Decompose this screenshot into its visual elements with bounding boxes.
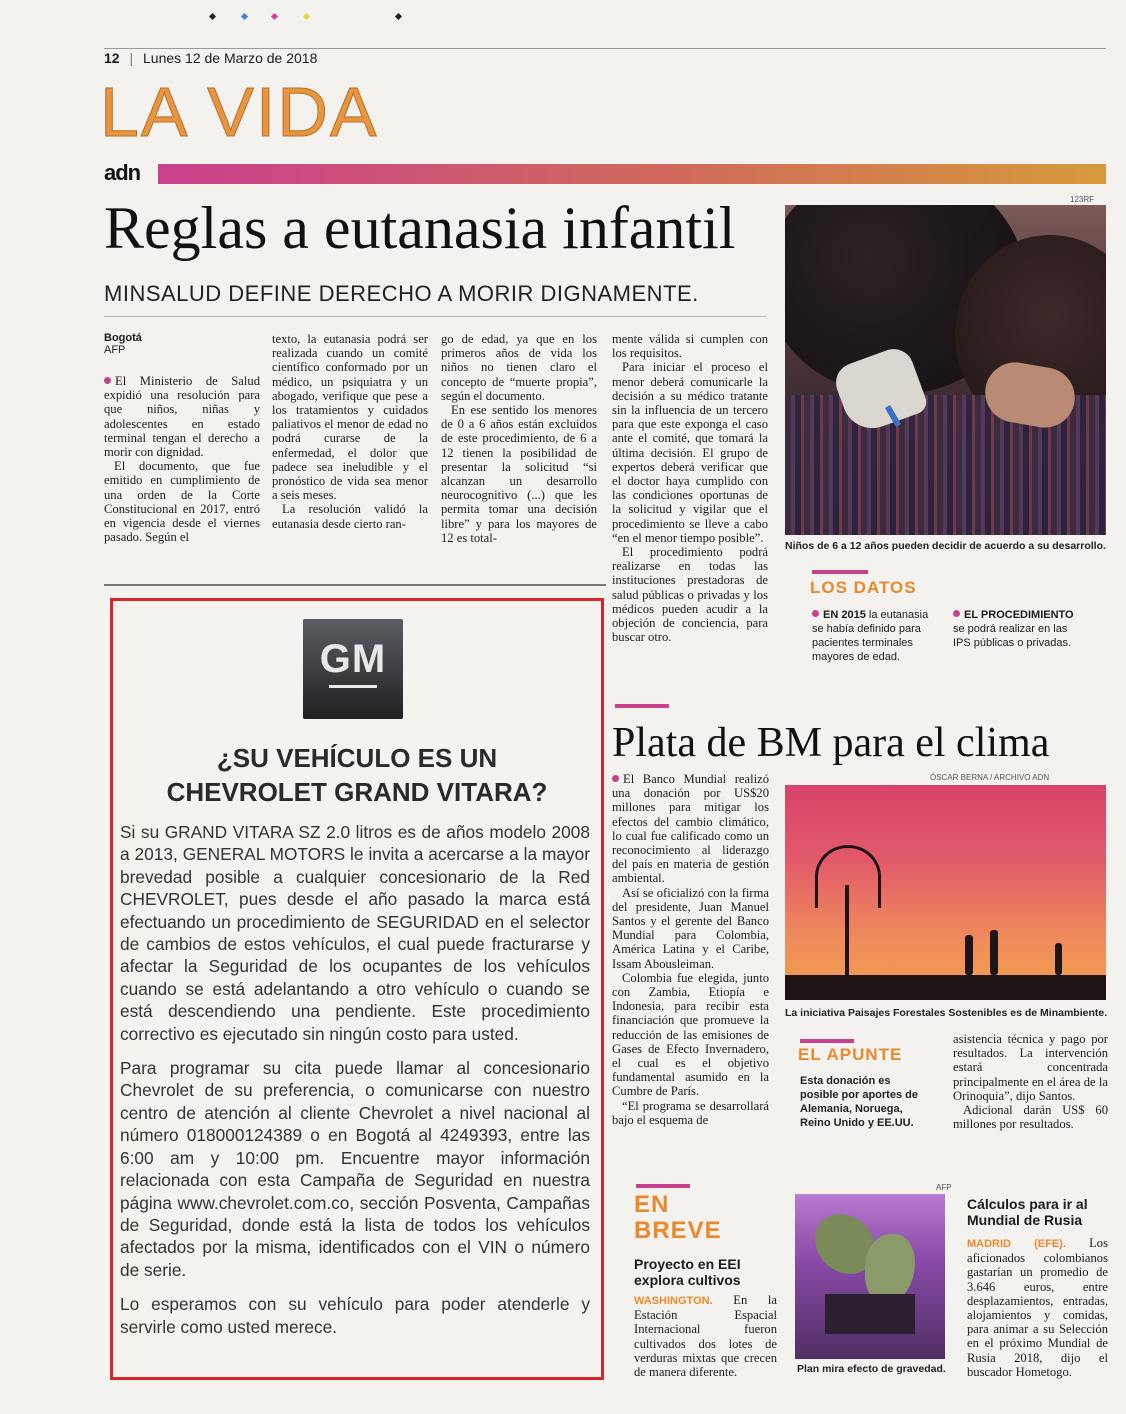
breve-photo-caption: Plan mira efecto de gravedad.	[797, 1363, 946, 1375]
datos-item-2: EL PROCEDIMIENTO se podrá realizar en las IPS públicas o privadas.	[953, 609, 1074, 649]
clima-col-3: asistencia técnica y pago por resultados. La intervención estará concentrada principalmente en el área de la Orinoquia”, dijo Santos. Adicional darán US$ 60 millones por resultados.	[953, 1032, 1108, 1132]
gm-logo	[303, 619, 403, 719]
clima-headline: Plata de BM para el clima	[612, 720, 1050, 766]
breve-item-1-title: Proyecto en EEI explora cultivos	[634, 1256, 741, 1288]
datos-label: LOS DATOS	[810, 578, 917, 597]
ad-para-1: Si su GRAND VITARA SZ 2.0 litros es de años modelo 2008 a 2013, GENERAL MOTORS le invita a acercarse a la mayor brevedad posible a cualquier concesionario de la Red CHEVROLET, pues desde el año pasado la marca está efectuando un procedimiento de SEGURIDAD en el selector de cambios de estos vehículos, el cual puede fracturarse y afectar la Seguridad de los ocupantes de los vehículos cuando se está adelantando a otro vehículo o cuando se está descendiendo una pendiente. Este procedimiento correctivo es ejecutado sin ningún costo para usted.	[120, 822, 590, 1044]
ad-para-3: Lo esperamos con su vehículo para poder atenderle y servirle como usted merece.	[120, 1294, 590, 1337]
apunte-bar	[800, 1039, 854, 1043]
section-title: LA VIDA	[100, 73, 379, 151]
main-col-3: go de edad, ya que en los primeros años de vida los niños no tienen claro el concepto de “muerte propia”, según el documento. En ese sentido los menores de 0 a 6 años están excluidos de este procedimiento, de 6 a 12 tienen la posibilidad de presentar la solicitud “si alcanzan un desarrollo neurocognitivo (...) que les permita tomar una decisión libre” y para los mayores de 12 es total-	[441, 332, 597, 545]
ad-title-line-2: CHEVROLET GRAND VITARA?	[166, 777, 548, 807]
breve-item-2-title: Cálculos para ir al Mundial de Rusia	[967, 1196, 1088, 1228]
breve-photo	[795, 1194, 945, 1359]
main-col-1: El Ministerio de Salud expidió una resolución para que niños, niñas y adolescentes en estado terminal tengan el derecho a morir con dignidad. El documento, que fue emitido en cumplimiento de una orden de la Corte Constitucional en 2017, entró en vigencia desde el viernes pasado. Según el	[104, 374, 260, 545]
bullet-icon	[953, 610, 960, 617]
datos-bar	[812, 570, 868, 574]
dateline-location: Bogotá	[104, 332, 142, 344]
breve-item-2-body: MADRID (EFE). Los aficionados colombianos gastarían un promedio de 3.646 euros, entre desplazamientos, entradas, alojamientos y comidas, para animar a su Selección en el próximo Mundial de Rusia 2018, dijo el buscador Hometogo.	[967, 1236, 1108, 1379]
main-headline: Reglas a eutanasia infantil	[104, 195, 736, 261]
apunte-text: Esta donación es posible por aportes de Alemania, Noruega, Reino Unido y EE.UU.	[800, 1075, 918, 1129]
brand-logo: adn	[104, 160, 141, 185]
section-bar	[158, 164, 1106, 184]
bullet-icon	[104, 377, 111, 384]
clima-photo-caption: La iniciativa Paisajes Forestales Sostenibles es de Minambiente.	[785, 1007, 1108, 1019]
main-subheadline: MINSALUD DEFINE DERECHO A MORIR DIGNAMENTE.	[104, 281, 699, 306]
ad-title-line-1: ¿SU VEHÍCULO ES UN	[216, 743, 498, 773]
story-divider	[104, 584, 606, 586]
ad-title	[113, 741, 601, 809]
breve-label	[634, 1192, 722, 1244]
breve-bar	[636, 1184, 690, 1188]
issue-date: Lunes 12 de Marzo de 2018	[143, 50, 318, 66]
top-rule	[104, 48, 1106, 49]
breve-item-2-place: MADRID (EFE).	[967, 1238, 1066, 1250]
breve-label-line-1: EN	[634, 1191, 670, 1218]
breve-item-1-place: WASHINGTON.	[634, 1295, 713, 1307]
page-number: 12	[104, 50, 120, 66]
clima-col-1: El Banco Mundial realizó una donación por US$20 millones para mitigar los efectos del cambio climático, lo cual fue calificado como un reconocimiento al liderazgo del país en materia de gestión ambiental. Así se oficializó con la firma del presidente, Juan Manuel Santos y el gerente del Banco Mundial para Colombia, América Latina y el Caribe, Issam Abousleiman. Colombia fue elegida, junto con Zambia, Etiopía e Indonesia, para recibir esta financiación que promueve la reducción de las emisiones de Gases de Efecto Invernadero, el cual es el objetivo fundamental asumido en la Cumbre de París. “El programa se desarrollará bajo el esquema de	[612, 772, 769, 1127]
main-photo	[785, 205, 1106, 535]
clima-bar	[615, 704, 669, 708]
folio: 12 | Lunes 12 de Marzo de 2018	[104, 50, 318, 66]
dateline-agency: AFP	[104, 344, 126, 356]
breve-item-1-body: WASHINGTON. En la Estación Espacial Internacional fueron cultivados dos lotes de verduras mixtas que crecen de manera diferente.	[634, 1293, 777, 1380]
apunte-label: EL APUNTE	[798, 1045, 903, 1064]
main-photo-caption: Niños de 6 a 12 años pueden decidir de acuerdo a su desarrollo.	[785, 540, 1106, 552]
main-col-4: mente válida si cumplen con los requisitos. Para iniciar el proceso el menor deberá comunicarle la decisión a su médico tratante sin la influencia de un tercero para que este exponga el caso ante el comité, que tomará la última decisión. El grupo de expertos deberá verificar que el doctor haya cumplido con las condiciones oportunas de la solicitud y vigilar que el procedimiento se lleve a cabo “en el menor tiempo posible”. El procedimiento podrá realizarse en todas las instituciones prestadoras de salud públicas o privadas y los médicos pueden acudir a la objeción de conciencia, para buscar otro.	[612, 332, 768, 645]
bullet-icon	[612, 775, 619, 782]
subhead-rule	[104, 316, 766, 317]
datos-item-1: EN 2015 la eutanasia se había definido para pacientes terminales mayores de edad.	[812, 609, 929, 663]
ad-para-2: Para programar su cita puede llamar al concesionario Chevrolet de su preferencia, o comunicarse con nuestro centro de atención al cliente Chevrolet a nivel nacional al número 018000124389 o en Bogotá al 4249393, entre las 6:00 am y 10:00 pm. Encuentre mayor información relacionada con esta Campaña de Seguridad en nuestra página www.chevrolet.com.co, sección Posventa, Campañas de Seguridad, donde está la lista de todos los vehículos afectados por la misma, identificados con el VIN o número de serie.	[120, 1058, 590, 1280]
breve-photo-credit: AFP	[936, 1183, 952, 1192]
ad-body	[120, 821, 590, 1338]
clima-photo	[785, 785, 1106, 1000]
gm-recall-ad	[110, 598, 604, 1380]
print-registration-marks	[210, 14, 410, 24]
clima-photo-credit: ÓSCAR BERNA / ARCHIVO ADN	[930, 773, 1050, 782]
dateline	[104, 332, 142, 356]
breve-label-line-2: BREVE	[634, 1217, 722, 1244]
gm-logo-text: GM	[319, 637, 387, 681]
bullet-icon	[812, 610, 819, 617]
main-col-2: texto, la eutanasia podrá ser realizada cuando un comité científico conformado por un médico, un psiquiatra y un abogado, verifique que pese a los tratamientos y cuidados paliativos el menor de edad no podrá curarse de la enfermedad, el dolor que padece sea ineludible y el pronóstico de vida sea menor a seis meses. La resolución validó la eutanasia desde cierto ran-	[272, 332, 428, 531]
main-photo-credit: 123RF	[1070, 195, 1095, 204]
